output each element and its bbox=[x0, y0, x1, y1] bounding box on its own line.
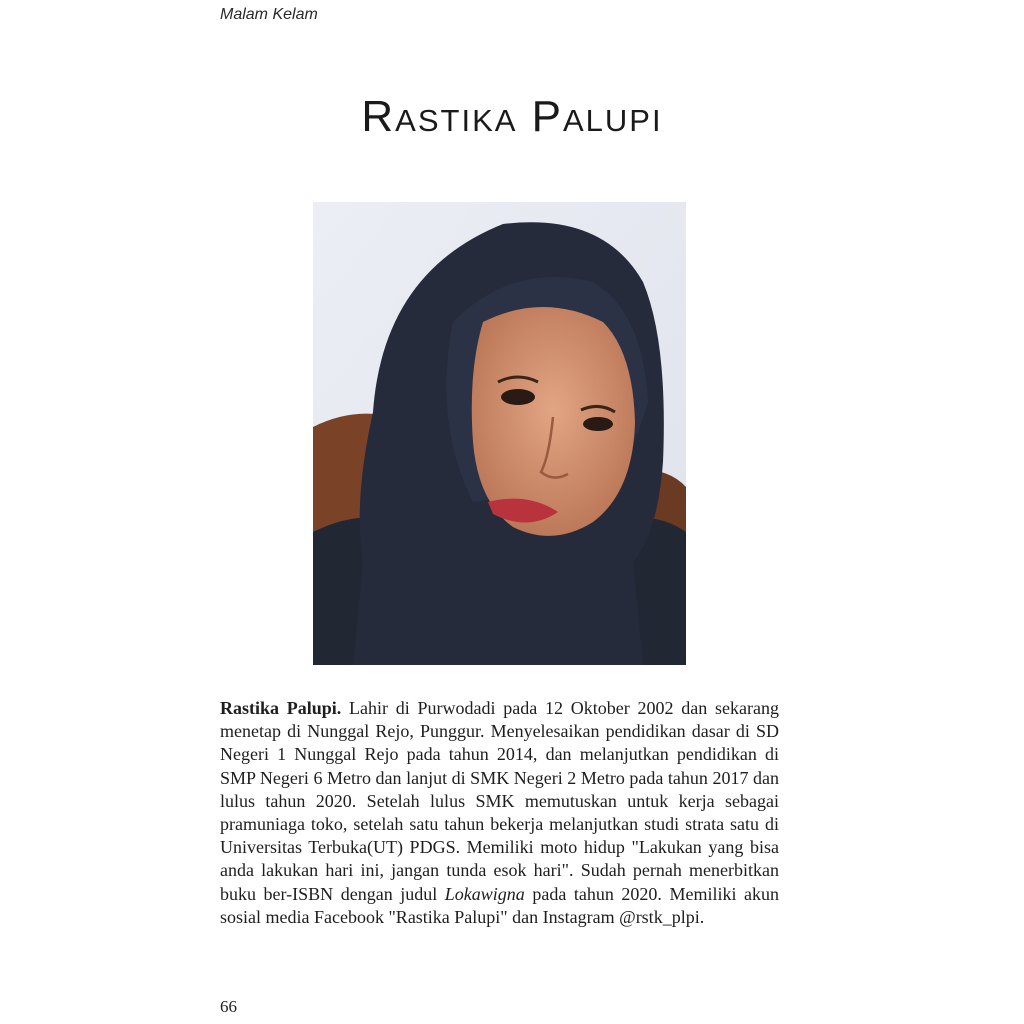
bio-name: Rastika Palupi. bbox=[220, 698, 342, 718]
running-header: Malam Kelam bbox=[220, 6, 318, 23]
page-number: 66 bbox=[220, 997, 237, 1016]
biography-paragraph bbox=[220, 697, 779, 929]
bio-text-part-2: pada tahun 2020. Memiliki akun sosial media Facebook "Rastika Palupi" dan Instagram @rstk_plpi. bbox=[220, 883, 779, 927]
bio-text-part-1: Lahir di Purwodadi pada 12 Oktober 2002 dan sekarang menetap di Nunggal Rejo, Punggur. Menyelesaikan pendidikan dasar di SD Negeri 1 Nunggal Rejo pada tahun 2014, dan melanjutkan pendidikan di SMP Negeri 6 Metro dan lanjut di SMK Negeri 2 Metro pada tahun 2017 dan lulus tahun 2020. Setelah lulus SMK memutuskan untuk kerja sebagai pramuniaga toko, setelah satu tahun bekerja melanjutkan studi strata satu di Universitas Terbuka(UT) PDGS. Memiliki moto hidup "Lakukan yang bisa anda lakukan hari ini, jangan tunda esok hari". Sudah pernah menerbitkan buku ber-ISBN dengan judul bbox=[220, 698, 779, 904]
page-title: Rastika Palupi bbox=[361, 92, 663, 141]
bio-book-title: Lokawigna bbox=[444, 883, 525, 904]
portrait-illustration bbox=[313, 202, 686, 665]
portrait-photo bbox=[313, 202, 686, 665]
